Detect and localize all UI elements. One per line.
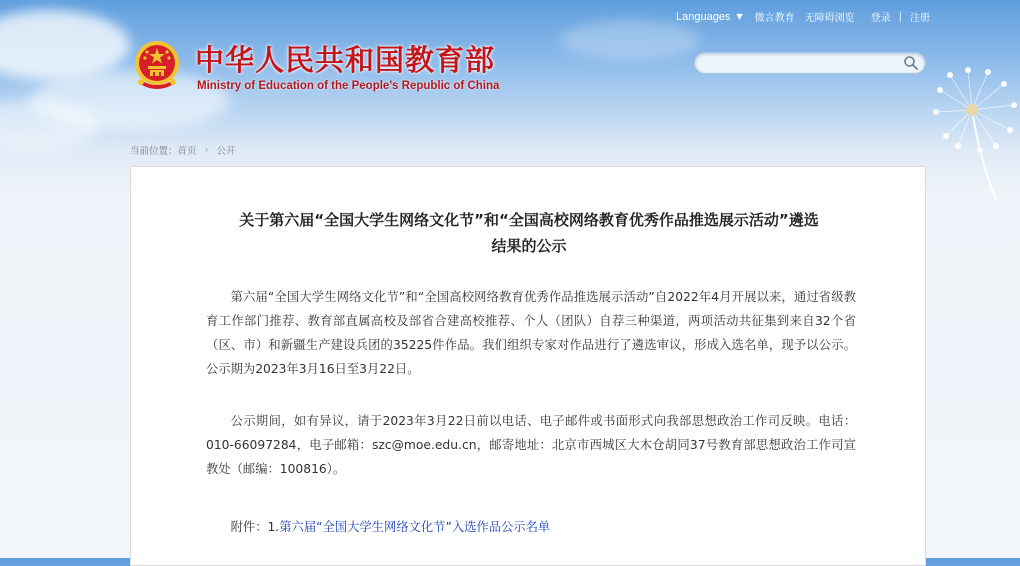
attachment-link[interactable]: 第六届“全国大学生网络文化节”入选作品公示名单 bbox=[279, 520, 551, 534]
accessibility-link[interactable]: 无障碍浏览 bbox=[804, 13, 855, 24]
site-title[interactable]: 中华人民共和国教育部 bbox=[195, 43, 496, 77]
article-panel bbox=[130, 166, 926, 566]
chevron-down-icon[interactable]: ▼ bbox=[736, 12, 743, 21]
chevron-right-icon: › bbox=[204, 144, 209, 156]
cloud-decoration bbox=[560, 20, 700, 60]
register-link[interactable]: 注册 bbox=[910, 13, 930, 24]
attachment-prefix: 附件：1. bbox=[230, 520, 280, 534]
article-paragraph: 第六届“全国大学生网络文化节”和“全国高校网络教育优秀作品推选展示活动”自2022年4月开展以来，通过省级教育工作部门推荐、教育部直属高校及部省合建高校推荐、个人（团队）自荐三种渠道，两项活动共征集到来自32个省（区、市）和新疆生产建设兵团的35225件作品。我们组织专家对作品进行了遴选审议，形成入选名单，现予以公示。公示期为2023年3月16日至3月22日。 bbox=[206, 290, 856, 376]
article-title-line2: 结果的公示 bbox=[491, 237, 567, 255]
breadcrumb-label: 当前位置： bbox=[130, 146, 178, 157]
national-emblem-icon bbox=[132, 38, 182, 92]
search-input[interactable] bbox=[705, 55, 899, 73]
attachment-line bbox=[206, 515, 856, 539]
breadcrumb bbox=[130, 143, 236, 157]
dandelion-decoration bbox=[910, 50, 1020, 200]
breadcrumb-current-link[interactable]: 公开 bbox=[216, 146, 236, 157]
cloud-decoration bbox=[0, 10, 130, 80]
search-box bbox=[694, 52, 926, 74]
article-title-line1: 关于第六届“全国大学生网络文化节”和“全国高校网络教育优秀作品推选展示活动”遴选 bbox=[239, 211, 819, 229]
weiyan-link[interactable]: 微言教育 bbox=[754, 13, 795, 24]
login-link[interactable]: 登录 bbox=[870, 13, 891, 24]
article-paragraph: 公示期间，如有异议，请于2023年3月22日前以电话、电子邮件或书面形式向我部思想政治工作司反映。电话：010-66097284，电子邮箱：szc@moe.edu.cn，邮寄地址：北京市西城区大木仓胡同37号教育部思想政治工作司宣教处（邮编：100816）。 bbox=[206, 414, 856, 476]
breadcrumb-home-link[interactable]: 首页 bbox=[177, 146, 197, 157]
article-title bbox=[191, 207, 867, 259]
divider: | bbox=[898, 11, 902, 22]
languages-menu[interactable]: Languages bbox=[676, 10, 731, 23]
site-subtitle: Ministry of Education of the People's Republic of China bbox=[197, 80, 500, 92]
top-links-bar bbox=[676, 9, 930, 24]
